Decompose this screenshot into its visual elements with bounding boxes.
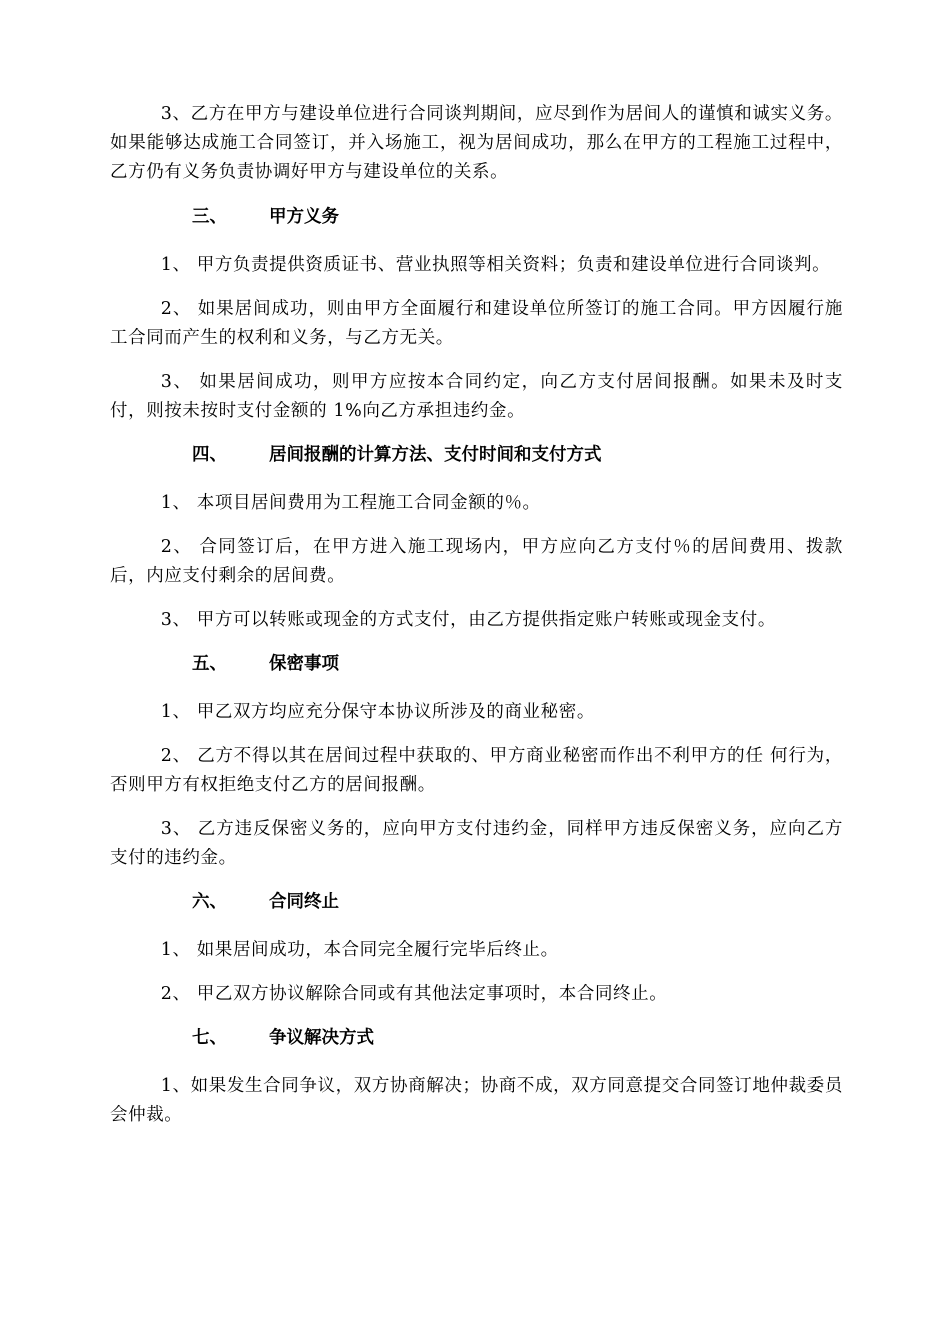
- paragraph-obligation-a-1: 1、 甲方负责提供资质证书、营业执照等相关资料；负责和建设单位进行合同谈判。: [160, 255, 831, 275]
- section-number: 五、: [192, 654, 227, 674]
- section-number: 三、: [192, 207, 227, 227]
- paragraph-termination-2: 2、 甲乙双方协议解除合同或有其他法定事项时，本合同终止。: [160, 984, 668, 1004]
- section-number: 四、: [192, 445, 227, 465]
- section-heading-5: [110, 650, 843, 679]
- section-heading-4: [110, 441, 843, 470]
- paragraph-confidential-1: 1、 甲乙双方均应充分保守本协议所涉及的商业秘密。: [160, 702, 595, 722]
- paragraph-fee-3: 3、 甲方可以转账或现金的方式支付，由乙方提供指定账户转账或现金支付。: [160, 610, 776, 630]
- paragraph-fee-2: 2、 合同签订后，在甲方进入施工现场内，甲方应向乙方支付％的居间费用、拨款后，内应支付剩余的居间费。: [110, 537, 843, 586]
- paragraph-confidential-3: 3、 乙方违反保密义务的，应向甲方支付违约金，同样甲方违反保密义务，应向乙方支付的违约金。: [110, 819, 843, 868]
- paragraph-obligation-b-3: 3、乙方在甲方与建设单位进行合同谈判期间，应尽到作为居间人的谨慎和诚实义务。如果能够达成施工合同签订，并入场施工，视为居间成功，那么在甲方的工程施工过程中，乙方仍有义务负责协调好甲方与建设单位的关系。: [110, 104, 843, 182]
- section-heading-7: [110, 1024, 843, 1053]
- section-heading-6: [110, 888, 843, 917]
- paragraph-termination-1: 1、 如果居间成功，本合同完全履行完毕后终止。: [160, 940, 559, 960]
- section-title: 合同终止: [269, 892, 339, 912]
- section-number: 六、: [192, 892, 227, 912]
- section-title: 甲方义务: [269, 207, 339, 227]
- section-title: 居间报酬的计算方法、支付时间和支付方式: [269, 445, 602, 465]
- section-title: 争议解决方式: [269, 1028, 374, 1048]
- paragraph-confidential-2: 2、 乙方不得以其在居间过程中获取的、甲方商业秘密而作出不利甲方的任 何行为，否则甲方有权拒绝支付乙方的居间报酬。: [110, 746, 843, 795]
- paragraph-obligation-a-3: 3、 如果居间成功，则甲方应按本合同约定，向乙方支付居间报酬。如果未及时支付，则按未按时支付金额的 1%向乙方承担违约金。: [110, 372, 843, 421]
- section-heading-3: [110, 203, 843, 232]
- paragraph-obligation-a-2: 2、 如果居间成功，则由甲方全面履行和建设单位所签订的施工合同。甲方因履行施工合同而产生的权利和义务，与乙方无关。: [110, 299, 843, 348]
- paragraph-dispute-1: 1、如果发生合同争议，双方协商解决；协商不成，双方同意提交合同签订地仲裁委员会仲裁。: [110, 1076, 843, 1125]
- section-number: 七、: [192, 1028, 227, 1048]
- paragraph-fee-1: 1、 本项目居间费用为工程施工合同金额的％。: [160, 493, 541, 513]
- document-body: [110, 100, 843, 1145]
- section-title: 保密事项: [269, 654, 339, 674]
